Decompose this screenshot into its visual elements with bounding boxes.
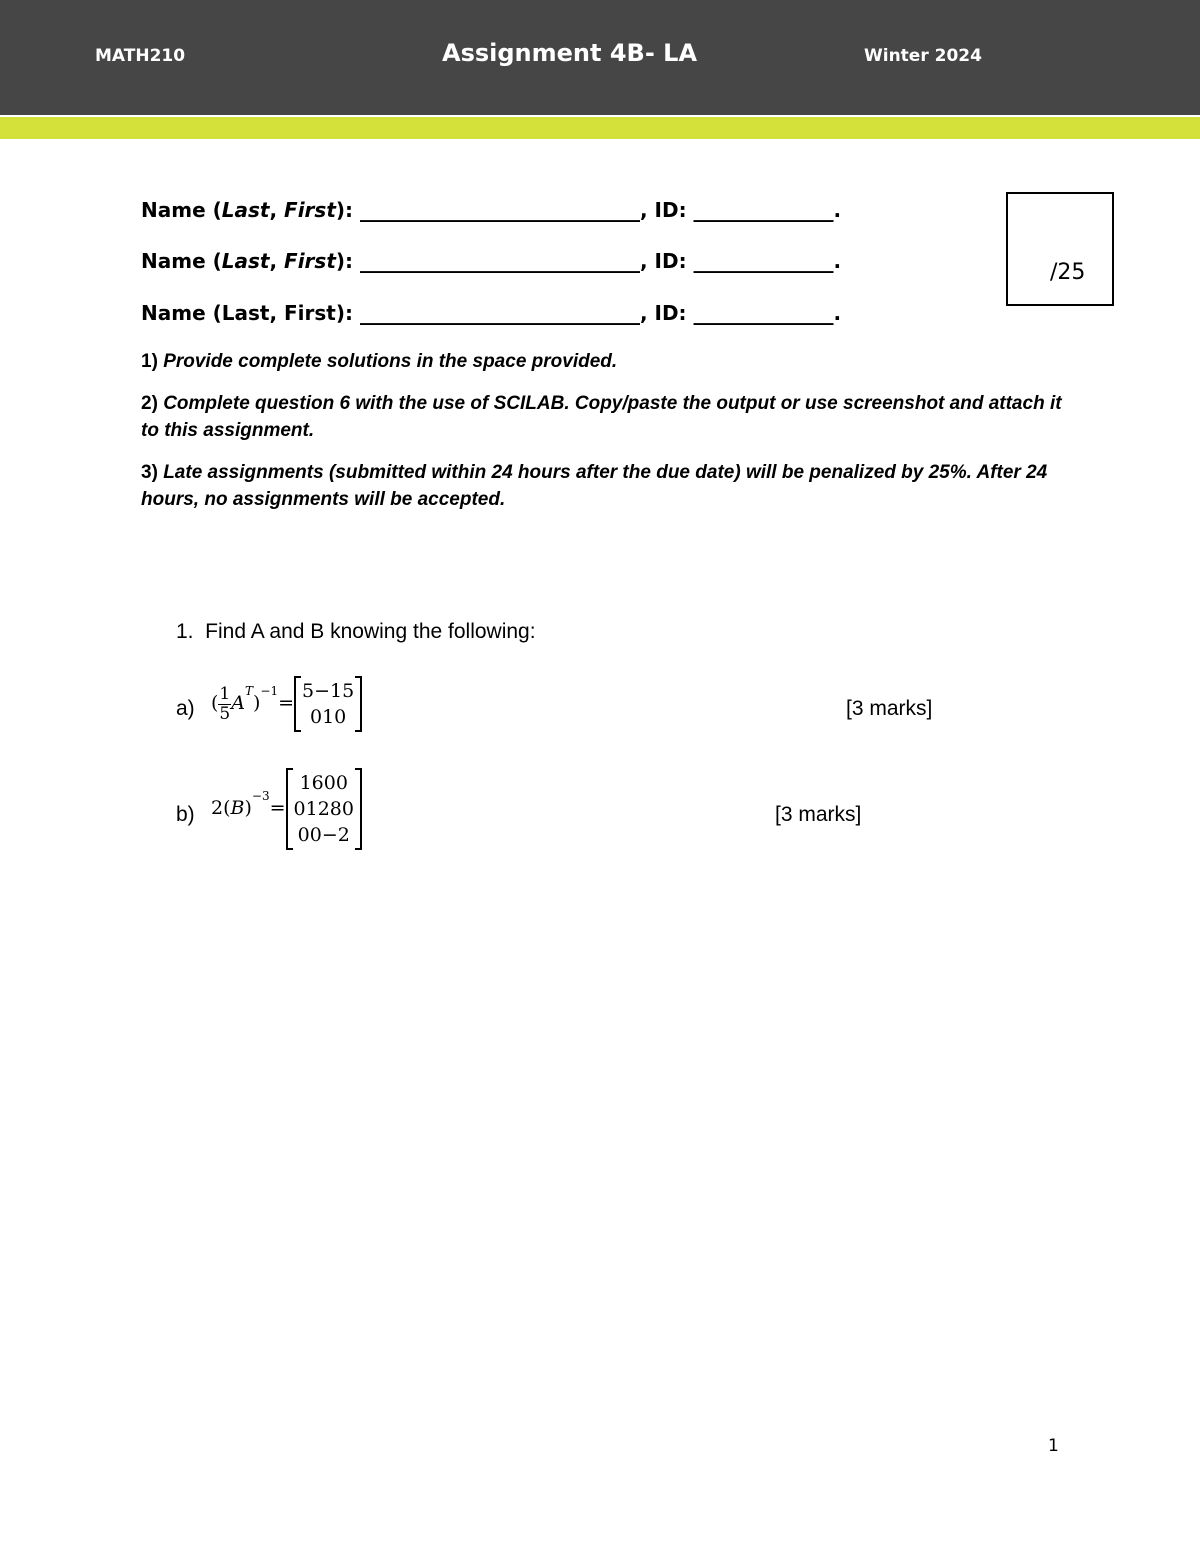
accent-stripe xyxy=(0,117,1200,139)
part-b-label: b) xyxy=(176,803,195,826)
page-number: 1 xyxy=(1048,1436,1059,1456)
part-a-equation: ( $\frac{1}{5}$ $A^T)^{-1}=$ 5−15 010 xyxy=(211,676,362,732)
question-1-prompt: 1. Find A and B knowing the following: xyxy=(176,620,536,643)
name-id-line-3: Name (Last, First): ____________________________, ID: ______________. xyxy=(141,301,842,325)
score-total: /25 xyxy=(1050,260,1086,285)
instruction-2: 2) Complete question 6 with the use of SCILAB. Copy/paste the output or use screenshot and attach it to this assignment. xyxy=(141,393,1062,441)
score-box xyxy=(1006,192,1114,306)
course-code: MATH210 xyxy=(95,46,186,66)
term-label: Winter 2024 xyxy=(864,46,982,66)
assignment-title: Assignment 4B- LA xyxy=(442,39,698,67)
name-id-line-1: Name (Last, First): ____________________________, ID: ______________. xyxy=(141,198,842,222)
instruction-1: 1) Provide complete solutions in the space provided. xyxy=(141,351,618,372)
part-a-marks: [3 marks] xyxy=(846,697,933,720)
part-b-equation: $2(B)^{-3}=$ 1600 01280 00−2 xyxy=(211,768,362,850)
instruction-3: 3) Late assignments (submitted within 24 hours after the due date) will be penalized by 25%. After 24 hours, no assignments will be accepted. xyxy=(141,462,1048,510)
fraction-one-fifth: $\frac{1}{5}$ xyxy=(219,683,231,724)
matrix-a: 5−15 010 xyxy=(294,676,362,732)
matrix-b: 1600 01280 00−2 xyxy=(286,768,362,850)
part-a-label: a) xyxy=(176,697,195,720)
part-b-marks: [3 marks] xyxy=(775,803,862,826)
name-id-line-2: Name (Last, First): ____________________________, ID: ______________. xyxy=(141,249,842,273)
